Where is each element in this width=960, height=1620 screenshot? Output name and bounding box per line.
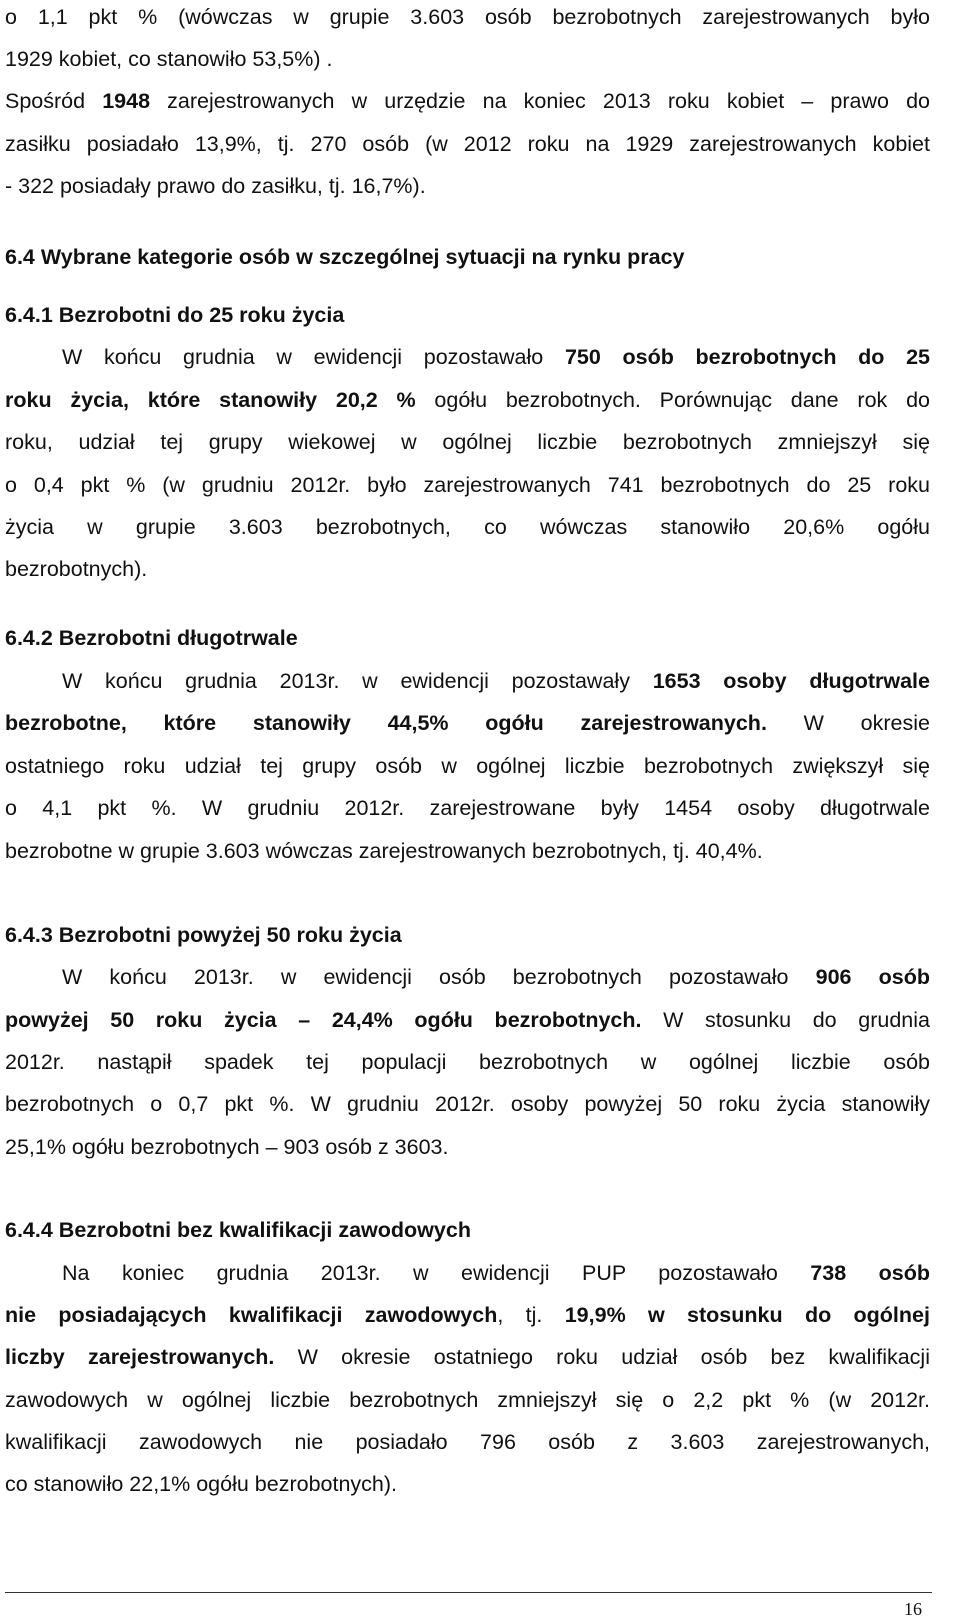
text-line: 2012r. nastąpił spadek tej populacji bezrobotnych w ogólnej liczbie osób bbox=[5, 1050, 930, 1074]
text-run: , tj. bbox=[497, 1303, 565, 1327]
text-run: W końcu grudnia 2013r. w ewidencji pozostawały bbox=[62, 669, 653, 693]
subsection-heading: 6.4.2 Bezrobotni długotrwale bbox=[5, 626, 298, 650]
text-line: o 4,1 pkt %. W grudniu 2012r. zarejestrowane były 1454 osoby długotrwale bbox=[5, 796, 930, 820]
text-run: W końcu 2013r. w ewidencji osób bezrobotnych pozostawało bbox=[62, 965, 816, 989]
text-line bbox=[5, 385, 930, 415]
bold-text: roku życia, które stanowiły 20,2 % bbox=[5, 388, 416, 412]
text-line: 1929 kobiet, co stanowiło 53,5%) . bbox=[5, 47, 333, 71]
subsection-heading: 6.4.1 Bezrobotni do 25 roku życia bbox=[5, 303, 345, 327]
bold-text: powyżej 50 roku życia – 24,4% ogółu bezrobotnych. bbox=[5, 1008, 642, 1032]
text-run: Na koniec grudnia 2013r. w ewidencji PUP pozostawało bbox=[62, 1261, 811, 1285]
text-line: bezrobotnych o 0,7 pkt %. W grudniu 2012r. osoby powyżej 50 roku życia stanowiły bbox=[5, 1092, 930, 1116]
text-line: co stanowiło 22,1% ogółu bezrobotnych). bbox=[5, 1472, 398, 1496]
text-line bbox=[5, 1342, 930, 1372]
text-line bbox=[5, 666, 930, 696]
text-line bbox=[5, 962, 930, 992]
bold-text: 1948 bbox=[102, 89, 151, 113]
text-line bbox=[5, 1300, 930, 1330]
text-line: - 322 posiadały prawo do zasiłku, tj. 16,7%). bbox=[5, 174, 426, 198]
text-run: ogółu bezrobotnych. Porównując dane rok do bbox=[415, 388, 930, 412]
page-number: 16 bbox=[904, 1599, 922, 1619]
text-run: W okresie bbox=[766, 711, 930, 735]
text-line: 25,1% ogółu bezrobotnych – 903 osób z 3603. bbox=[5, 1135, 449, 1159]
text-line: roku, udział tej grupy wiekowej w ogólnej liczbie bezrobotnych zmniejszył się bbox=[5, 430, 930, 454]
text-line: kwalifikacji zawodowych nie posiadało 796 osób z 3.603 zarejestrowanych, bbox=[5, 1430, 930, 1454]
text-run: W stosunku do grudnia bbox=[641, 1008, 930, 1032]
bold-text: bezrobotne, które stanowiły 44,5% ogółu zarejestrowanych. bbox=[5, 711, 767, 735]
text-run: W okresie ostatniego roku udział osób bez kwalifikacji bbox=[274, 1345, 930, 1369]
bold-text: liczby zarejestrowanych. bbox=[5, 1345, 275, 1369]
text-run: zarejestrowanych w urzędzie na koniec 2013 roku kobiet – prawo do bbox=[150, 89, 930, 113]
subsection-heading: 6.4.3 Bezrobotni powyżej 50 roku życia bbox=[5, 923, 402, 947]
text-line: zawodowych w ogólnej liczbie bezrobotnych zmniejszył się o 2,2 pkt % (w 2012r. bbox=[5, 1388, 930, 1412]
text-line: ostatniego roku udział tej grupy osób w ogólnej liczbie bezrobotnych zwiększył się bbox=[5, 754, 930, 778]
text-line: życia w grupie 3.603 bezrobotnych, co wówczas stanowiło 20,6% ogółu bbox=[5, 515, 930, 539]
text-line bbox=[5, 1005, 930, 1035]
bold-text: 738 osób bbox=[810, 1261, 930, 1285]
bold-text: 19,9% w stosunku do ogólnej bbox=[564, 1303, 930, 1327]
bold-text: nie posiadających kwalifikacji zawodowych bbox=[5, 1303, 498, 1327]
bold-text: 750 osób bezrobotnych do 25 bbox=[564, 345, 930, 369]
text-line bbox=[5, 342, 930, 372]
bold-text: 1653 osoby długotrwale bbox=[652, 669, 930, 693]
subsection-heading: 6.4.4 Bezrobotni bez kwalifikacji zawodowych bbox=[5, 1218, 471, 1242]
text-line: zasiłku posiadało 13,9%, tj. 270 osób (w 2012 roku na 1929 zarejestrowanych kobiet bbox=[5, 132, 930, 156]
text-line bbox=[5, 1258, 930, 1288]
text-line: o 1,1 pkt % (wówczas w grupie 3.603 osób bezrobotnych zarejestrowanych było bbox=[5, 5, 930, 29]
text-line: bezrobotnych). bbox=[5, 557, 148, 581]
text-line: o 0,4 pkt % (w grudniu 2012r. było zarejestrowanych 741 bezrobotnych do 25 roku bbox=[5, 473, 930, 497]
footer-rule bbox=[5, 1592, 932, 1593]
text-line bbox=[5, 708, 930, 738]
text-run: Spośród bbox=[5, 89, 103, 113]
bold-text: 906 osób bbox=[815, 965, 930, 989]
section-heading: 6.4 Wybrane kategorie osób w szczególnej sytuacji na rynku pracy bbox=[5, 245, 685, 269]
text-run: W końcu grudnia w ewidencji pozostawało bbox=[62, 345, 565, 369]
text-line: bezrobotne w grupie 3.603 wówczas zarejestrowanych bezrobotnych, tj. 40,4%. bbox=[5, 839, 763, 863]
text-line bbox=[5, 86, 930, 116]
